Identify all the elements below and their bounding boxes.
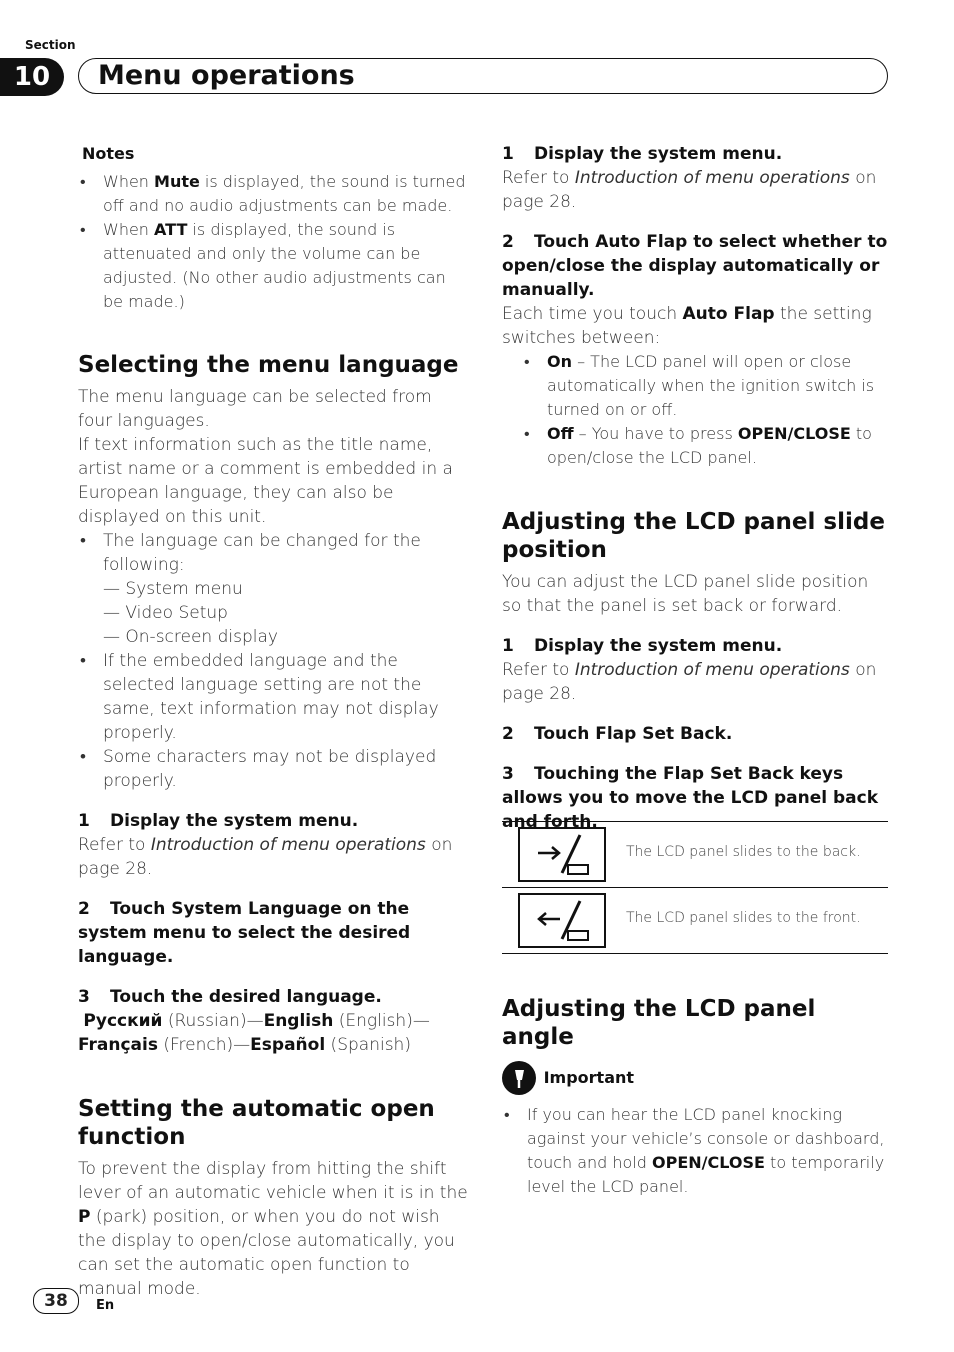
step-1-ref: Refer to Introduction of menu operations on page 28. — [502, 168, 877, 212]
step-2: 2 Touch Auto Flap to select whether to open/close the display automatically or manually. — [502, 232, 888, 300]
section-number: 10 — [0, 58, 64, 96]
section-label: Section — [25, 38, 76, 52]
slide-table — [502, 821, 888, 954]
step-1: 1 Display the system menu. — [78, 811, 359, 831]
right-column — [502, 142, 892, 834]
page-number: 38 — [33, 1288, 79, 1314]
option-on: • On – The LCD panel will open or close automatically when the ignition switch is turned on or off. — [522, 350, 892, 422]
notes-list — [78, 170, 468, 314]
step-1-ref: Refer to Introduction of menu operations on page 28. — [78, 835, 453, 879]
left-column — [78, 142, 468, 1301]
page-title: Menu operations — [98, 60, 355, 91]
bullet-item: • If the embedded language and the selected language setting are not the same, text information may not display properly. — [78, 649, 468, 745]
important-icon — [502, 1061, 536, 1095]
sub-item: — Video Setup — [103, 603, 228, 623]
step-1-ref: Refer to Introduction of menu operations on page 28. — [502, 660, 877, 704]
table-row — [502, 888, 888, 954]
angle-section — [502, 995, 892, 1199]
language-code: En — [96, 1298, 115, 1313]
table-cell-desc: The LCD panel slides to the front. — [626, 910, 861, 926]
bullet-item: • Some characters may not be displayed properly. — [78, 745, 468, 793]
step-1: 1 Display the system menu. — [502, 636, 783, 656]
sub-item: — On-screen display — [103, 627, 278, 647]
language-list: Русский (Russian)—English (English)—Français (French)—Español (Spanish) — [78, 1011, 430, 1055]
heading-auto-open: Setting the automatic open function — [78, 1096, 435, 1150]
bullet-item: • The language can be changed for the following: — System menu — Video Setup — On-screen display — [78, 529, 468, 649]
sub-item: — System menu — [103, 579, 243, 599]
heading-panel-angle: Adjusting the LCD panel angle — [502, 996, 816, 1050]
paragraph: The menu language can be selected from four languages. — [78, 387, 432, 431]
heading-slide-position: Adjusting the LCD panel slide position — [502, 509, 885, 563]
step-2: 2 Touch Flap Set Back. — [502, 724, 733, 744]
step-1: 1 Display the system menu. — [502, 144, 783, 164]
step-3: 3 Touching the Flap Set Back keys allows you to move the LCD panel back and forth. — [502, 764, 879, 832]
notes-title: Notes — [82, 144, 135, 163]
slide-front-icon — [518, 893, 606, 948]
important-note: Important — [502, 1061, 892, 1095]
heading-menu-language: Selecting the menu language — [78, 352, 459, 378]
option-off: • Off – You have to press OPEN/CLOSE to open/close the LCD panel. — [522, 422, 892, 470]
slide-back-icon — [518, 827, 606, 882]
table-row — [502, 821, 888, 888]
step-2-text: Each time you touch Auto Flap the setting switches between: — [502, 304, 872, 348]
table-cell-desc: The LCD panel slides to the back. — [626, 844, 861, 860]
note-item: • When Mute is displayed, the sound is turned off and no audio adjustments can be made. — [78, 170, 468, 218]
step-3: 3 Touch the desired language. — [78, 987, 382, 1007]
bullet-item: • If you can hear the LCD panel knocking against your vehicle’s console or dashboard, touch and hold OPEN/CLOSE to temporarily level the LCD panel. — [502, 1103, 892, 1199]
note-item: • When ATT is displayed, the sound is attenuated and only the volume can be adjusted. (No other audio adjustments can be made.) — [78, 218, 468, 314]
paragraph: You can adjust the LCD panel slide position so that the panel is set back or forward. — [502, 572, 869, 616]
paragraph: If text information such as the title name, artist name or a comment is embedded in a European language, they can also be displayed on this unit. — [78, 435, 453, 527]
paragraph: To prevent the display from hitting the shift lever of an automatic vehicle when it is in the P (park) position, or when you do not wish the display to open/close automatically, you can set the automatic open function to manual mode. — [78, 1159, 468, 1299]
step-2: 2 Touch System Language on the system menu to select the desired language. — [78, 899, 411, 967]
